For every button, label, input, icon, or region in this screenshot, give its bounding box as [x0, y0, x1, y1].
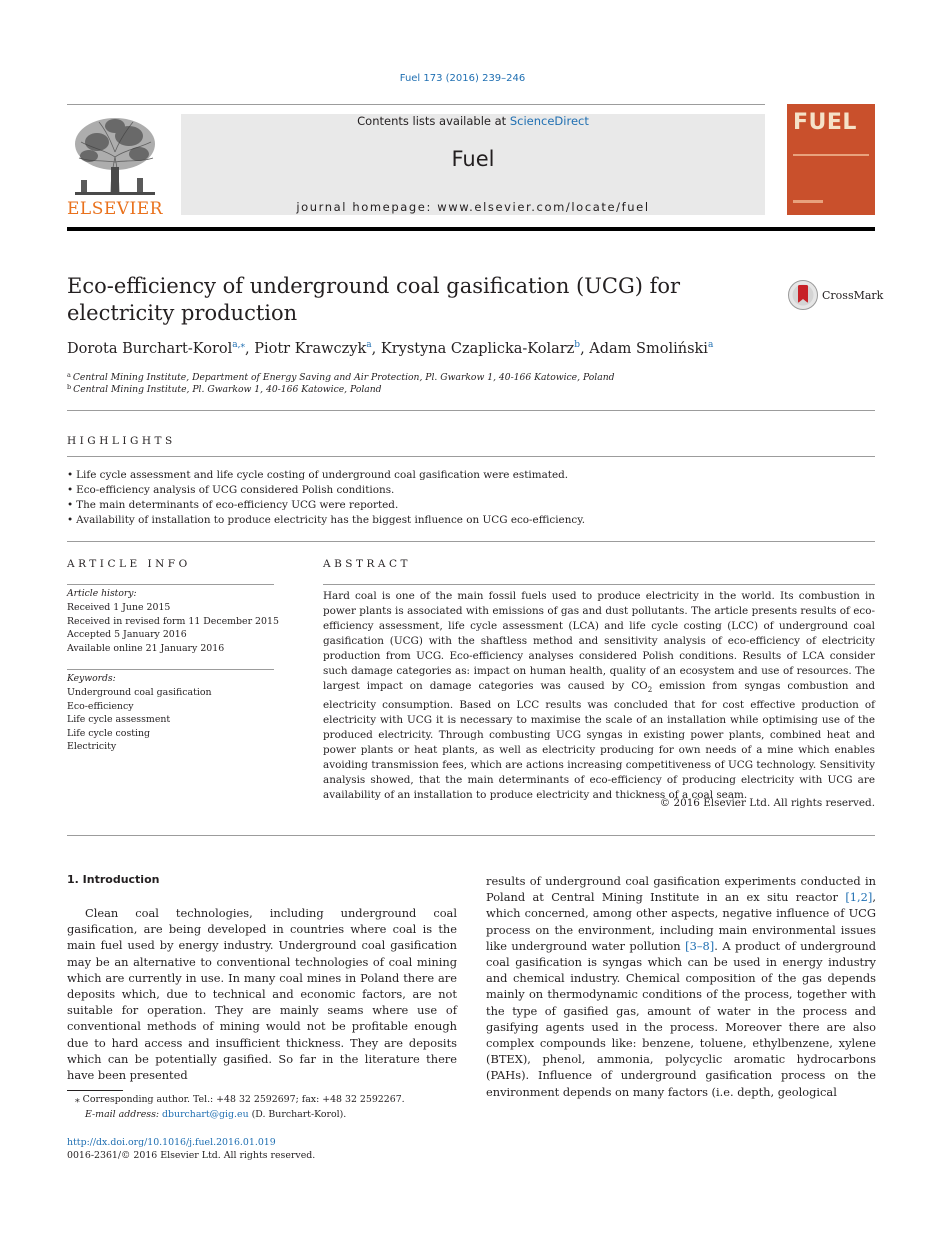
author-name[interactable]: Krystyna Czaplicka-Kolarz — [380, 341, 575, 357]
author-affiliation-marker[interactable]: a — [707, 340, 714, 350]
issn-line: 0016-2361/© 2016 Elsevier Ltd. All rights reserved. — [67, 1150, 316, 1161]
journal-reference-link[interactable]: Fuel 173 (2016) 239–246 — [399, 73, 526, 84]
body-text: . A product of underground coal gasification is syngas which can be used in energy industry and chemical industry. Chemical composition of the gas depends mainly on thermodynamic conditions of the process, together with the type of gasified gas, amount of water in the process and gasifying agents used in the process. Moreover there are also complex compounds like: benzene, toluene, ethylbenzene, xylene (BTEX), phenol, ammonia, polycyclic aromatic hydrocarbons (PAHs). Influence of underground gasification process on the environment depends on many factors (i.e. depth, geological — [486, 938, 876, 1099]
subscript: 2 — [647, 686, 653, 695]
keyword: Underground coal gasification — [67, 687, 212, 698]
author-name[interactable]: Piotr Krawczyk — [254, 341, 367, 357]
highlight-item: • Availability of installation to produce electricity has the biggest influence on UCG eco-efficiency. — [67, 513, 875, 528]
author-affiliation-marker[interactable]: b — [574, 340, 581, 350]
keywords-list — [67, 686, 212, 754]
corresponding-author-note: ⁎ Corresponding author. Tel.: +48 32 2592697; fax: +48 32 2592267. — [75, 1094, 405, 1105]
abstract-heading: ABSTRACT — [323, 558, 412, 570]
email-note — [85, 1109, 346, 1120]
author-affiliation-marker[interactable]: a — [366, 340, 372, 350]
citation-link[interactable]: [1,2] — [845, 890, 873, 905]
divider — [67, 669, 274, 670]
contents-prefix: Contents lists available at — [357, 114, 510, 128]
divider — [323, 584, 875, 585]
affiliation-a — [67, 371, 615, 383]
keyword: Life cycle costing — [67, 727, 151, 739]
cover-stripe — [793, 154, 869, 156]
cover-title: FUEL — [793, 110, 857, 135]
article-history-label: Article history: — [67, 588, 137, 599]
body-column-left: Clean coal technologies, including underground coal gasification, are being developed in countries where coal is the main fuel used by energy industry. Underground coal gasification may be an alternative to conventional technologies of coal mining which are currently in use. In many coal mines in Poland there are deposits which, due to technical and economic factors, are not suitable for operation. They are mainly seams where use of conventional methods of mining would not be profitable enough due to hard access and insufficient thickness. They are deposits which can be potentially gasified. So far in the literature there have been presented — [67, 906, 457, 1083]
affiliation-label: b — [67, 383, 72, 391]
email-label: E-mail address: — [85, 1109, 163, 1120]
author-name[interactable]: Dorota Burchart-Korol — [67, 341, 233, 357]
highlight-item: • The main determinants of eco-efficiency UCG were reported. — [67, 498, 875, 513]
journal-name: Fuel — [451, 147, 495, 171]
divider — [67, 584, 274, 585]
history-entry: Accepted 5 January 2016 — [67, 629, 187, 640]
keyword: Electricity — [67, 741, 117, 752]
abstract-part: emission from syngas combustion and electricity consumption. Based on LCC results was concluded that for cost effective production of electricity with UCG it is necessary to maximise the scale of an installation while optimising use of the produced electricity. Through combusting UCG syngas in existing power plants, combined heat and power plants or heat plants, as well as electricity producing for own needs of a mine which enables avoiding transmission fees, which are actions increasing competitiveness of UCG technology. Sensitivity analysis showed, that the main determinants of eco-efficiency of producing electricity with UCG are availability of an installation to produce electricity and thickness of a coal seam. — [323, 680, 875, 802]
keyword: Eco-efficiency — [67, 700, 134, 712]
contents-line — [181, 114, 765, 128]
article-title: Eco-efficiency of underground coal gasification (UCG) for electricity production — [67, 274, 681, 325]
divider — [67, 410, 875, 411]
author-separator: , — [245, 341, 255, 357]
keyword: Life cycle assessment — [67, 714, 171, 725]
highlight-item: • Life cycle assessment and life cycle costing of underground coal gasification were estimated. — [67, 468, 875, 483]
body-column-right — [486, 873, 876, 1100]
elsevier-wordmark: ELSEVIER — [67, 199, 163, 219]
affiliation-text: Central Mining Institute, Pl. Gwarkow 1, 40-166 Katowice, Poland — [73, 384, 382, 395]
citation-link[interactable]: [3–8] — [685, 938, 715, 953]
affiliation-text: Central Mining Institute, Department of Energy Saving and Air Protection, Pl. Gwarkow 1, 40-166 Katowice, Poland — [72, 372, 615, 383]
history-entry: Received in revised form 11 December 2015 — [67, 615, 279, 627]
divider — [67, 541, 875, 542]
author-separator: , — [580, 341, 590, 357]
body-text: , which concerned, among other aspects, negative influence of UCG process on the environment, including main environmental issues like underground water pollution — [486, 890, 876, 953]
author-list — [67, 340, 867, 357]
cover-stripe-small — [793, 200, 823, 203]
divider — [67, 456, 875, 457]
highlight-item: • Eco-efficiency analysis of UCG considered Polish conditions. — [67, 483, 875, 498]
author-name[interactable]: Adam Smoliński — [589, 341, 708, 357]
author-affiliation-marker[interactable]: a,⁎ — [232, 340, 245, 350]
journal-cover-image — [787, 104, 875, 215]
affiliation-label: a — [67, 371, 71, 379]
email-suffix: (D. Burchart-Korol). — [248, 1109, 347, 1120]
sciencedirect-link[interactable]: ScienceDirect — [509, 114, 589, 128]
highlights-list — [67, 468, 875, 528]
keywords-label: Keywords: — [67, 673, 116, 684]
body-text: results of underground coal gasification experiments conducted in Poland at Central Mining Institute in an ex situ reactor — [486, 874, 876, 905]
affiliation-b — [67, 383, 382, 395]
highlights-heading: HIGHLIGHTS — [67, 435, 176, 447]
journal-homepage-link[interactable]: journal homepage: www.elsevier.com/locate/fuel — [296, 200, 650, 214]
crossmark-label[interactable]: CrossMark — [822, 289, 884, 302]
header-thick-rule — [67, 227, 875, 231]
history-entry: Received 1 June 2015 — [67, 602, 171, 613]
article-info-heading: ARTICLE INFO — [67, 558, 191, 570]
doi-link[interactable]: http://dx.doi.org/10.1016/j.fuel.2016.01.019 — [67, 1137, 276, 1148]
divider — [67, 835, 875, 836]
section-title: 1. Introduction — [67, 873, 160, 886]
abstract-text — [323, 589, 875, 803]
top-rule — [67, 104, 765, 105]
abstract-copyright: © 2016 Elsevier Ltd. All rights reserved. — [659, 797, 875, 809]
footnote-rule — [67, 1090, 123, 1091]
email-link[interactable]: dburchart@gig.eu — [162, 1109, 249, 1120]
author-separator: , — [371, 341, 381, 357]
article-history-list — [67, 601, 279, 655]
abstract-part: Hard coal is one of the main fossil fuels used to produce electricity in the world. Its combustion in power plants is associated with emissions of gas and dust pollutants. The article presents results of eco-efficiency assessment, life cycle assessment (LCA) and life cycle costing (LCC) of underground coal gasification (UCG) with the shaftless method and sensitivity analysis of eco-efficiency of electricity production from UCG. Eco-efficiency analyses considered Polish conditions. Results of LCA consider such damage categories as: impact on human health, quality of an ecosystem and use of resources. The largest impact on damage categories was caused by CO — [323, 590, 875, 692]
history-entry: Available online 21 January 2016 — [67, 642, 225, 654]
